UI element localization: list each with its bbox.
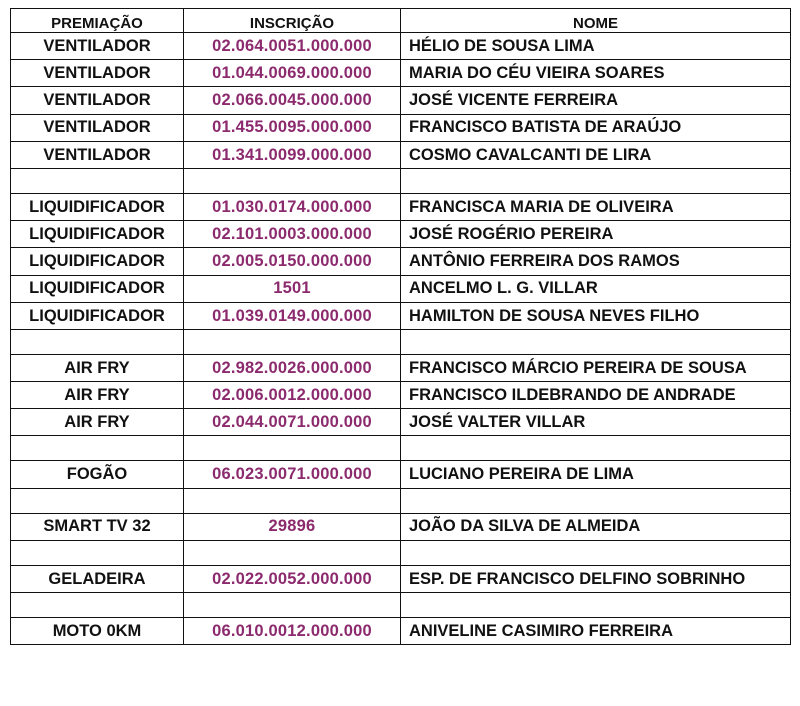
table-row	[11, 461, 791, 488]
table-row	[11, 33, 791, 60]
cell-inscricao	[184, 593, 401, 618]
cell-nome: ANIVELINE CASIMIRO FERREIRA	[401, 618, 791, 645]
cell-premiacao: LIQUIDIFICADOR	[11, 275, 184, 302]
cell-premiacao: FOGÃO	[11, 461, 184, 488]
table-body	[11, 33, 791, 645]
header-nome: NOME	[401, 9, 791, 33]
cell-premiacao: VENTILADOR	[11, 60, 184, 87]
cell-inscricao: 01.341.0099.000.000	[184, 141, 401, 168]
cell-inscricao: 02.005.0150.000.000	[184, 248, 401, 275]
cell-inscricao: 01.044.0069.000.000	[184, 60, 401, 87]
table-row	[11, 382, 791, 409]
cell-nome	[401, 540, 791, 565]
cell-nome: JOSÉ VICENTE FERREIRA	[401, 87, 791, 114]
cell-premiacao	[11, 593, 184, 618]
cell-inscricao: 02.064.0051.000.000	[184, 33, 401, 60]
cell-inscricao: 02.101.0003.000.000	[184, 221, 401, 248]
cell-nome: MARIA DO CÉU VIEIRA SOARES	[401, 60, 791, 87]
cell-inscricao: 29896	[184, 513, 401, 540]
cell-premiacao: VENTILADOR	[11, 114, 184, 141]
table-row	[11, 87, 791, 114]
table-row	[11, 618, 791, 645]
cell-premiacao: LIQUIDIFICADOR	[11, 248, 184, 275]
cell-premiacao	[11, 488, 184, 513]
cell-nome: COSMO CAVALCANTI DE LIRA	[401, 141, 791, 168]
cell-inscricao: 06.023.0071.000.000	[184, 461, 401, 488]
header-premiacao: PREMIAÇÃO	[11, 9, 184, 33]
cell-inscricao: 1501	[184, 275, 401, 302]
cell-nome: FRANCISCO ILDEBRANDO DE ANDRADE	[401, 382, 791, 409]
spacer-row	[11, 168, 791, 193]
cell-inscricao	[184, 540, 401, 565]
table-row	[11, 275, 791, 302]
cell-premiacao	[11, 540, 184, 565]
cell-nome: FRANCISCO MÁRCIO PEREIRA DE SOUSA	[401, 354, 791, 381]
cell-inscricao	[184, 436, 401, 461]
spacer-row	[11, 488, 791, 513]
cell-inscricao: 01.039.0149.000.000	[184, 302, 401, 329]
table-row	[11, 221, 791, 248]
cell-premiacao: LIQUIDIFICADOR	[11, 221, 184, 248]
cell-nome	[401, 168, 791, 193]
table-row	[11, 114, 791, 141]
cell-nome: ESP. DE FRANCISCO DELFINO SOBRINHO	[401, 565, 791, 592]
cell-premiacao: LIQUIDIFICADOR	[11, 193, 184, 220]
cell-premiacao: VENTILADOR	[11, 141, 184, 168]
cell-inscricao: 06.010.0012.000.000	[184, 618, 401, 645]
cell-nome	[401, 488, 791, 513]
table-row	[11, 193, 791, 220]
cell-nome: ANCELMO L. G. VILLAR	[401, 275, 791, 302]
table-row	[11, 565, 791, 592]
header-inscricao: INSCRIÇÃO	[184, 9, 401, 33]
cell-inscricao: 02.022.0052.000.000	[184, 565, 401, 592]
cell-inscricao: 02.006.0012.000.000	[184, 382, 401, 409]
cell-nome: JOÃO DA SILVA DE ALMEIDA	[401, 513, 791, 540]
cell-premiacao: VENTILADOR	[11, 33, 184, 60]
table-row	[11, 354, 791, 381]
cell-premiacao: AIR FRY	[11, 409, 184, 436]
cell-premiacao	[11, 168, 184, 193]
table-row	[11, 60, 791, 87]
cell-premiacao: MOTO 0KM	[11, 618, 184, 645]
cell-premiacao	[11, 436, 184, 461]
cell-premiacao: LIQUIDIFICADOR	[11, 302, 184, 329]
cell-nome: FRANCISCA MARIA DE OLIVEIRA	[401, 193, 791, 220]
cell-nome: HAMILTON DE SOUSA NEVES FILHO	[401, 302, 791, 329]
cell-nome: JOSÉ VALTER VILLAR	[401, 409, 791, 436]
cell-premiacao: AIR FRY	[11, 354, 184, 381]
cell-nome: JOSÉ ROGÉRIO PEREIRA	[401, 221, 791, 248]
winners-table	[10, 8, 791, 645]
cell-inscricao: 02.044.0071.000.000	[184, 409, 401, 436]
cell-premiacao: VENTILADOR	[11, 87, 184, 114]
cell-inscricao: 01.030.0174.000.000	[184, 193, 401, 220]
table-row	[11, 513, 791, 540]
cell-inscricao	[184, 168, 401, 193]
header-row	[11, 9, 791, 33]
cell-inscricao	[184, 329, 401, 354]
cell-inscricao	[184, 488, 401, 513]
cell-premiacao	[11, 329, 184, 354]
spacer-row	[11, 329, 791, 354]
winners-sheet	[10, 8, 790, 645]
cell-nome: ANTÔNIO FERREIRA DOS RAMOS	[401, 248, 791, 275]
cell-premiacao: SMART TV 32	[11, 513, 184, 540]
cell-nome: HÉLIO DE SOUSA LIMA	[401, 33, 791, 60]
cell-premiacao: AIR FRY	[11, 382, 184, 409]
cell-premiacao: GELADEIRA	[11, 565, 184, 592]
cell-inscricao: 02.066.0045.000.000	[184, 87, 401, 114]
table-row	[11, 409, 791, 436]
cell-nome	[401, 329, 791, 354]
cell-inscricao: 01.455.0095.000.000	[184, 114, 401, 141]
spacer-row	[11, 593, 791, 618]
cell-inscricao: 02.982.0026.000.000	[184, 354, 401, 381]
table-row	[11, 302, 791, 329]
cell-nome	[401, 436, 791, 461]
cell-nome: FRANCISCO BATISTA DE ARAÚJO	[401, 114, 791, 141]
table-row	[11, 248, 791, 275]
cell-nome: LUCIANO PEREIRA DE LIMA	[401, 461, 791, 488]
spacer-row	[11, 436, 791, 461]
table-row	[11, 141, 791, 168]
cell-nome	[401, 593, 791, 618]
spacer-row	[11, 540, 791, 565]
